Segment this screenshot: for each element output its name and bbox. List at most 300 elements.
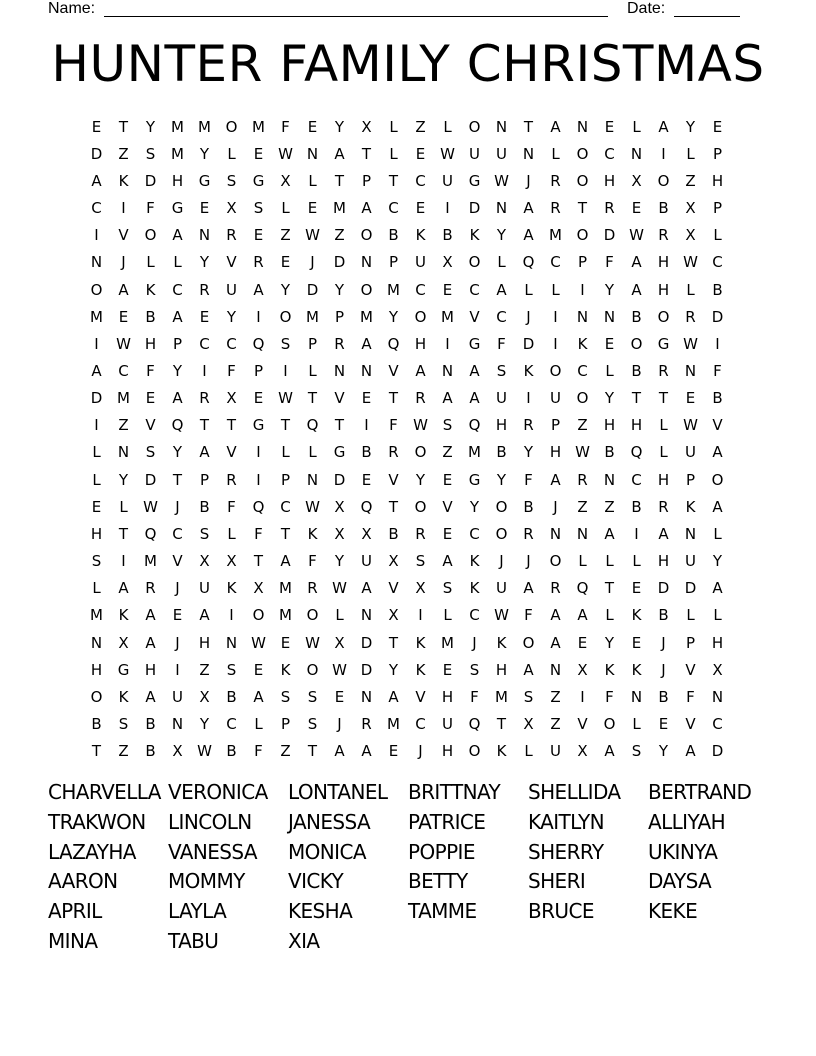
grid-letter[interactable]: R	[307, 579, 318, 598]
grid-letter[interactable]: X	[199, 687, 210, 706]
grid-letter[interactable]: J	[337, 715, 342, 734]
grid-letter[interactable]: K	[415, 226, 426, 245]
grid-letter[interactable]: L	[713, 226, 722, 245]
grid-letter[interactable]: P	[280, 715, 291, 734]
grid-letter[interactable]: W	[440, 144, 455, 163]
grid-letter[interactable]: G	[252, 171, 265, 190]
grid-letter[interactable]: B	[604, 443, 615, 462]
grid-letter[interactable]: U	[685, 552, 696, 571]
grid-letter[interactable]: I	[94, 226, 99, 245]
grid-letter[interactable]: M	[306, 307, 319, 326]
grid-letter[interactable]: A	[388, 687, 399, 706]
grid-letter[interactable]: T	[334, 416, 345, 435]
grid-letter[interactable]: O	[468, 742, 481, 761]
grid-letter[interactable]: E	[172, 606, 183, 625]
grid-letter[interactable]: O	[414, 307, 427, 326]
grid-letter[interactable]: B	[631, 307, 642, 326]
grid-letter[interactable]: O	[468, 117, 481, 136]
grid-letter[interactable]: F	[389, 416, 398, 435]
grid-letter[interactable]: J	[418, 742, 423, 761]
grid-letter[interactable]: X	[118, 633, 129, 652]
grid-letter[interactable]: R	[199, 389, 210, 408]
grid-letter[interactable]: W	[683, 334, 698, 353]
grid-letter[interactable]: W	[494, 171, 509, 190]
grid-letter[interactable]: Y	[388, 307, 399, 326]
grid-letter[interactable]: E	[388, 742, 399, 761]
grid-letter[interactable]: Q	[144, 524, 157, 543]
grid-letter[interactable]: A	[415, 361, 426, 380]
grid-letter[interactable]: L	[92, 443, 101, 462]
grid-letter[interactable]: M	[90, 307, 103, 326]
grid-letter[interactable]: D	[711, 307, 724, 326]
grid-letter[interactable]: I	[445, 199, 450, 218]
grid-letter[interactable]: F	[227, 497, 236, 516]
grid-letter[interactable]: Y	[604, 633, 615, 652]
grid-letter[interactable]: L	[335, 606, 344, 625]
grid-letter[interactable]: S	[145, 144, 156, 163]
grid-letter[interactable]: R	[388, 443, 399, 462]
grid-letter[interactable]: A	[172, 389, 183, 408]
grid-letter[interactable]: M	[279, 606, 292, 625]
grid-letter[interactable]: L	[686, 280, 695, 299]
grid-letter[interactable]: E	[280, 633, 291, 652]
grid-letter[interactable]: S	[226, 660, 237, 679]
grid-letter[interactable]: L	[632, 552, 641, 571]
grid-letter[interactable]: N	[171, 715, 184, 734]
grid-letter[interactable]: V	[388, 361, 399, 380]
grid-letter[interactable]: A	[118, 280, 129, 299]
grid-letter[interactable]: D	[360, 633, 373, 652]
grid-letter[interactable]: Y	[523, 443, 534, 462]
grid-letter[interactable]: N	[360, 253, 373, 272]
grid-letter[interactable]: Z	[280, 742, 291, 761]
grid-letter[interactable]: O	[414, 497, 427, 516]
grid-letter[interactable]: Y	[496, 226, 507, 245]
grid-letter[interactable]: M	[387, 715, 400, 734]
grid-letter[interactable]: H	[171, 171, 184, 190]
grid-letter[interactable]: M	[252, 117, 265, 136]
grid-letter[interactable]: S	[226, 171, 237, 190]
grid-letter[interactable]: X	[361, 117, 372, 136]
grid-letter[interactable]: B	[658, 199, 669, 218]
grid-letter[interactable]: O	[576, 226, 589, 245]
grid-letter[interactable]: N	[90, 253, 103, 272]
grid-letter[interactable]: R	[334, 334, 345, 353]
grid-letter[interactable]: W	[332, 660, 347, 679]
grid-letter[interactable]: Y	[604, 280, 615, 299]
grid-letter[interactable]: L	[497, 253, 506, 272]
grid-letter[interactable]: P	[253, 361, 264, 380]
grid-letter[interactable]: R	[523, 416, 534, 435]
grid-letter[interactable]: Y	[604, 389, 615, 408]
grid-letter[interactable]: T	[361, 144, 372, 163]
grid-letter[interactable]: O	[468, 253, 481, 272]
grid-letter[interactable]: R	[226, 226, 237, 245]
grid-letter[interactable]: D	[522, 334, 535, 353]
grid-letter[interactable]: B	[145, 307, 156, 326]
grid-letter[interactable]: E	[307, 117, 318, 136]
grid-letter[interactable]: K	[496, 742, 507, 761]
grid-letter[interactable]: Y	[415, 470, 426, 489]
grid-letter[interactable]: E	[442, 524, 453, 543]
grid-letter[interactable]: Z	[604, 497, 615, 516]
grid-letter[interactable]: G	[333, 443, 346, 462]
grid-letter[interactable]: W	[251, 633, 266, 652]
grid-letter[interactable]: O	[90, 687, 103, 706]
grid-letter[interactable]: N	[549, 524, 562, 543]
grid-letter[interactable]: L	[686, 606, 695, 625]
grid-letter[interactable]: M	[333, 199, 346, 218]
grid-letter[interactable]: R	[361, 715, 372, 734]
grid-letter[interactable]: J	[553, 497, 558, 516]
grid-letter[interactable]: O	[603, 715, 616, 734]
grid-letter[interactable]: A	[199, 606, 210, 625]
grid-letter[interactable]: V	[334, 389, 345, 408]
grid-letter[interactable]: T	[577, 199, 588, 218]
grid-letter[interactable]: G	[171, 199, 184, 218]
grid-letter[interactable]: C	[172, 280, 183, 299]
grid-letter[interactable]: E	[685, 389, 696, 408]
grid-letter[interactable]: K	[307, 524, 318, 543]
grid-letter[interactable]: C	[550, 253, 561, 272]
grid-letter[interactable]: T	[118, 117, 129, 136]
grid-letter[interactable]: N	[198, 226, 211, 245]
grid-letter[interactable]: E	[442, 280, 453, 299]
grid-letter[interactable]: V	[388, 470, 399, 489]
grid-letter[interactable]: G	[468, 171, 481, 190]
grid-letter[interactable]: M	[198, 117, 211, 136]
grid-letter[interactable]: E	[631, 199, 642, 218]
grid-letter[interactable]: W	[683, 253, 698, 272]
grid-letter[interactable]: C	[280, 497, 291, 516]
grid-letter[interactable]: D	[144, 470, 157, 489]
grid-letter[interactable]: B	[712, 389, 723, 408]
grid-letter[interactable]: B	[631, 497, 642, 516]
grid-letter[interactable]: U	[442, 715, 453, 734]
grid-letter[interactable]: O	[306, 606, 319, 625]
grid-letter[interactable]: L	[227, 144, 236, 163]
grid-letter[interactable]: A	[550, 606, 561, 625]
grid-letter[interactable]: I	[445, 334, 450, 353]
grid-letter[interactable]: Z	[685, 171, 696, 190]
grid-letter[interactable]: L	[308, 361, 317, 380]
grid-letter[interactable]: C	[199, 334, 210, 353]
grid-letter[interactable]: U	[685, 443, 696, 462]
grid-letter[interactable]: R	[145, 579, 156, 598]
grid-letter[interactable]: D	[360, 660, 373, 679]
grid-letter[interactable]: A	[172, 226, 183, 245]
grid-letter[interactable]: S	[253, 199, 264, 218]
grid-letter[interactable]: K	[496, 633, 507, 652]
grid-letter[interactable]: O	[711, 470, 724, 489]
grid-letter[interactable]: N	[360, 361, 373, 380]
grid-letter[interactable]: A	[550, 117, 561, 136]
grid-letter[interactable]: H	[657, 280, 670, 299]
grid-letter[interactable]: J	[121, 253, 126, 272]
grid-letter[interactable]: I	[634, 524, 639, 543]
grid-letter[interactable]: I	[580, 687, 585, 706]
grid-letter[interactable]: E	[253, 226, 264, 245]
grid-letter[interactable]: O	[414, 443, 427, 462]
grid-letter[interactable]: E	[604, 334, 615, 353]
grid-letter[interactable]: C	[118, 361, 129, 380]
grid-letter[interactable]: Y	[280, 280, 291, 299]
grid-letter[interactable]: O	[90, 280, 103, 299]
grid-letter[interactable]: Y	[172, 443, 183, 462]
grid-letter[interactable]: R	[523, 524, 534, 543]
grid-letter[interactable]: N	[495, 199, 508, 218]
grid-letter[interactable]: Q	[468, 416, 481, 435]
grid-letter[interactable]: D	[468, 199, 481, 218]
grid-letter[interactable]: T	[199, 416, 210, 435]
grid-letter[interactable]: Q	[252, 334, 265, 353]
grid-letter[interactable]: C	[469, 280, 480, 299]
grid-letter[interactable]: H	[90, 660, 103, 679]
grid-letter[interactable]: O	[279, 307, 292, 326]
grid-letter[interactable]: O	[495, 524, 508, 543]
grid-letter[interactable]: L	[119, 497, 128, 516]
grid-letter[interactable]: T	[226, 416, 237, 435]
grid-letter[interactable]: L	[389, 117, 398, 136]
grid-letter[interactable]: T	[604, 579, 615, 598]
grid-letter[interactable]: S	[145, 443, 156, 462]
grid-letter[interactable]: L	[308, 171, 317, 190]
grid-letter[interactable]: C	[712, 253, 723, 272]
grid-letter[interactable]: Q	[468, 715, 481, 734]
grid-letter[interactable]: N	[630, 687, 643, 706]
grid-letter[interactable]: L	[524, 280, 533, 299]
grid-letter[interactable]: E	[199, 307, 210, 326]
grid-letter[interactable]: P	[307, 334, 318, 353]
grid-letter[interactable]: V	[388, 579, 399, 598]
grid-letter[interactable]: C	[469, 606, 480, 625]
grid-letter[interactable]: I	[256, 307, 261, 326]
grid-letter[interactable]: J	[175, 497, 180, 516]
grid-letter[interactable]: H	[657, 470, 670, 489]
grid-letter[interactable]: T	[307, 389, 318, 408]
grid-letter[interactable]: K	[415, 660, 426, 679]
grid-letter[interactable]: E	[604, 117, 615, 136]
grid-letter[interactable]: A	[523, 226, 534, 245]
grid-letter[interactable]: U	[172, 687, 183, 706]
grid-letter[interactable]: P	[388, 253, 399, 272]
grid-letter[interactable]: A	[361, 334, 372, 353]
grid-letter[interactable]: V	[415, 687, 426, 706]
grid-letter[interactable]: A	[334, 144, 345, 163]
date-blank-line[interactable]	[674, 16, 740, 17]
grid-letter[interactable]: Y	[334, 117, 345, 136]
grid-letter[interactable]: Q	[252, 497, 265, 516]
grid-letter[interactable]: U	[469, 144, 480, 163]
grid-letter[interactable]: E	[91, 117, 102, 136]
grid-letter[interactable]: I	[229, 606, 234, 625]
grid-letter[interactable]: V	[685, 660, 696, 679]
grid-letter[interactable]: H	[657, 552, 670, 571]
grid-letter[interactable]: H	[711, 633, 724, 652]
grid-letter[interactable]: A	[604, 742, 615, 761]
grid-letter[interactable]: L	[308, 443, 317, 462]
grid-letter[interactable]: V	[118, 226, 129, 245]
grid-letter[interactable]: U	[226, 280, 237, 299]
grid-letter[interactable]: U	[496, 144, 507, 163]
grid-letter[interactable]: A	[118, 579, 129, 598]
grid-letter[interactable]: L	[551, 144, 560, 163]
grid-letter[interactable]: V	[226, 253, 237, 272]
grid-letter[interactable]: S	[91, 552, 102, 571]
grid-letter[interactable]: E	[280, 253, 291, 272]
grid-letter[interactable]: N	[90, 633, 103, 652]
grid-letter[interactable]: M	[468, 443, 481, 462]
grid-letter[interactable]: Z	[199, 660, 210, 679]
grid-letter[interactable]: A	[685, 742, 696, 761]
grid-letter[interactable]: Y	[199, 715, 210, 734]
grid-letter[interactable]: A	[577, 606, 588, 625]
grid-letter[interactable]: D	[90, 144, 103, 163]
grid-letter[interactable]: E	[253, 389, 264, 408]
grid-letter[interactable]: F	[227, 361, 236, 380]
grid-letter[interactable]: W	[305, 633, 320, 652]
grid-letter[interactable]: H	[495, 416, 508, 435]
grid-letter[interactable]: M	[441, 307, 454, 326]
grid-letter[interactable]: R	[604, 199, 615, 218]
grid-letter[interactable]: I	[121, 199, 126, 218]
grid-letter[interactable]: F	[470, 687, 479, 706]
grid-letter[interactable]: B	[199, 497, 210, 516]
grid-letter[interactable]: P	[712, 144, 723, 163]
grid-letter[interactable]: F	[308, 552, 317, 571]
grid-letter[interactable]: B	[388, 524, 399, 543]
grid-letter[interactable]: N	[684, 361, 697, 380]
grid-letter[interactable]: N	[603, 470, 616, 489]
grid-letter[interactable]: Y	[145, 117, 156, 136]
grid-letter[interactable]: L	[173, 253, 182, 272]
name-blank-line[interactable]	[104, 16, 608, 17]
grid-letter[interactable]: Y	[496, 470, 507, 489]
grid-letter[interactable]: L	[551, 280, 560, 299]
grid-letter[interactable]: H	[198, 633, 211, 652]
grid-letter[interactable]: X	[226, 199, 237, 218]
grid-letter[interactable]: N	[333, 361, 346, 380]
grid-letter[interactable]: B	[145, 742, 156, 761]
grid-letter[interactable]: M	[279, 579, 292, 598]
grid-letter[interactable]: C	[226, 715, 237, 734]
grid-letter[interactable]: W	[143, 497, 158, 516]
grid-letter[interactable]: F	[497, 334, 506, 353]
grid-letter[interactable]: O	[495, 497, 508, 516]
grid-letter[interactable]: J	[310, 253, 315, 272]
grid-letter[interactable]: D	[90, 389, 103, 408]
grid-letter[interactable]: L	[281, 199, 290, 218]
grid-letter[interactable]: P	[685, 470, 696, 489]
grid-letter[interactable]: B	[712, 280, 723, 299]
grid-letter[interactable]: I	[175, 660, 180, 679]
grid-letter[interactable]: H	[144, 660, 157, 679]
grid-letter[interactable]: N	[576, 307, 589, 326]
grid-letter[interactable]: A	[631, 253, 642, 272]
grid-letter[interactable]: X	[523, 715, 534, 734]
grid-letter[interactable]: X	[577, 742, 588, 761]
grid-letter[interactable]: N	[360, 687, 373, 706]
grid-letter[interactable]: Y	[712, 552, 723, 571]
grid-letter[interactable]: A	[658, 524, 669, 543]
grid-letter[interactable]: N	[117, 443, 130, 462]
grid-letter[interactable]: L	[443, 117, 452, 136]
grid-letter[interactable]: N	[684, 524, 697, 543]
grid-letter[interactable]: F	[605, 687, 614, 706]
grid-letter[interactable]: L	[281, 443, 290, 462]
grid-letter[interactable]: O	[576, 389, 589, 408]
grid-letter[interactable]: X	[388, 606, 399, 625]
grid-letter[interactable]: P	[334, 307, 345, 326]
grid-letter[interactable]: I	[94, 416, 99, 435]
grid-letter[interactable]: S	[469, 660, 480, 679]
grid-letter[interactable]: M	[549, 226, 562, 245]
grid-letter[interactable]: L	[605, 552, 614, 571]
grid-letter[interactable]: I	[580, 280, 585, 299]
grid-letter[interactable]: N	[441, 361, 454, 380]
grid-letter[interactable]: O	[576, 144, 589, 163]
grid-letter[interactable]: A	[712, 497, 723, 516]
grid-letter[interactable]: V	[145, 416, 156, 435]
grid-letter[interactable]: T	[280, 524, 291, 543]
grid-letter[interactable]: J	[175, 579, 180, 598]
grid-letter[interactable]: M	[171, 144, 184, 163]
grid-letter[interactable]: C	[172, 524, 183, 543]
grid-letter[interactable]: B	[658, 687, 669, 706]
grid-letter[interactable]: Y	[199, 253, 210, 272]
grid-letter[interactable]: F	[254, 742, 263, 761]
grid-letter[interactable]: A	[550, 470, 561, 489]
grid-letter[interactable]: V	[685, 715, 696, 734]
grid-letter[interactable]: F	[254, 524, 263, 543]
grid-letter[interactable]: O	[252, 606, 265, 625]
grid-letter[interactable]: I	[418, 606, 423, 625]
grid-letter[interactable]: X	[226, 389, 237, 408]
grid-letter[interactable]: L	[713, 524, 722, 543]
grid-letter[interactable]: M	[441, 633, 454, 652]
grid-letter[interactable]: Z	[550, 687, 561, 706]
grid-letter[interactable]: R	[685, 307, 696, 326]
grid-letter[interactable]: A	[145, 633, 156, 652]
grid-letter[interactable]: K	[280, 660, 291, 679]
grid-letter[interactable]: B	[496, 443, 507, 462]
grid-letter[interactable]: L	[389, 144, 398, 163]
grid-letter[interactable]: X	[334, 524, 345, 543]
grid-letter[interactable]: D	[711, 742, 724, 761]
grid-letter[interactable]: L	[686, 144, 695, 163]
grid-letter[interactable]: D	[603, 226, 616, 245]
grid-letter[interactable]: T	[631, 389, 642, 408]
grid-letter[interactable]: G	[657, 334, 670, 353]
grid-letter[interactable]: N	[603, 307, 616, 326]
grid-letter[interactable]: X	[712, 660, 723, 679]
grid-letter[interactable]: O	[549, 552, 562, 571]
grid-letter[interactable]: C	[577, 361, 588, 380]
grid-letter[interactable]: H	[630, 416, 643, 435]
grid-letter[interactable]: R	[658, 361, 669, 380]
grid-letter[interactable]: J	[526, 307, 531, 326]
grid-letter[interactable]: N	[576, 524, 589, 543]
grid-letter[interactable]: A	[496, 280, 507, 299]
grid-letter[interactable]: R	[199, 280, 210, 299]
grid-letter[interactable]: A	[631, 280, 642, 299]
grid-letter[interactable]: E	[658, 715, 669, 734]
grid-letter[interactable]: W	[278, 144, 293, 163]
grid-letter[interactable]: A	[145, 606, 156, 625]
grid-letter[interactable]: E	[712, 117, 723, 136]
grid-letter[interactable]: Z	[577, 416, 588, 435]
grid-letter[interactable]: W	[683, 416, 698, 435]
